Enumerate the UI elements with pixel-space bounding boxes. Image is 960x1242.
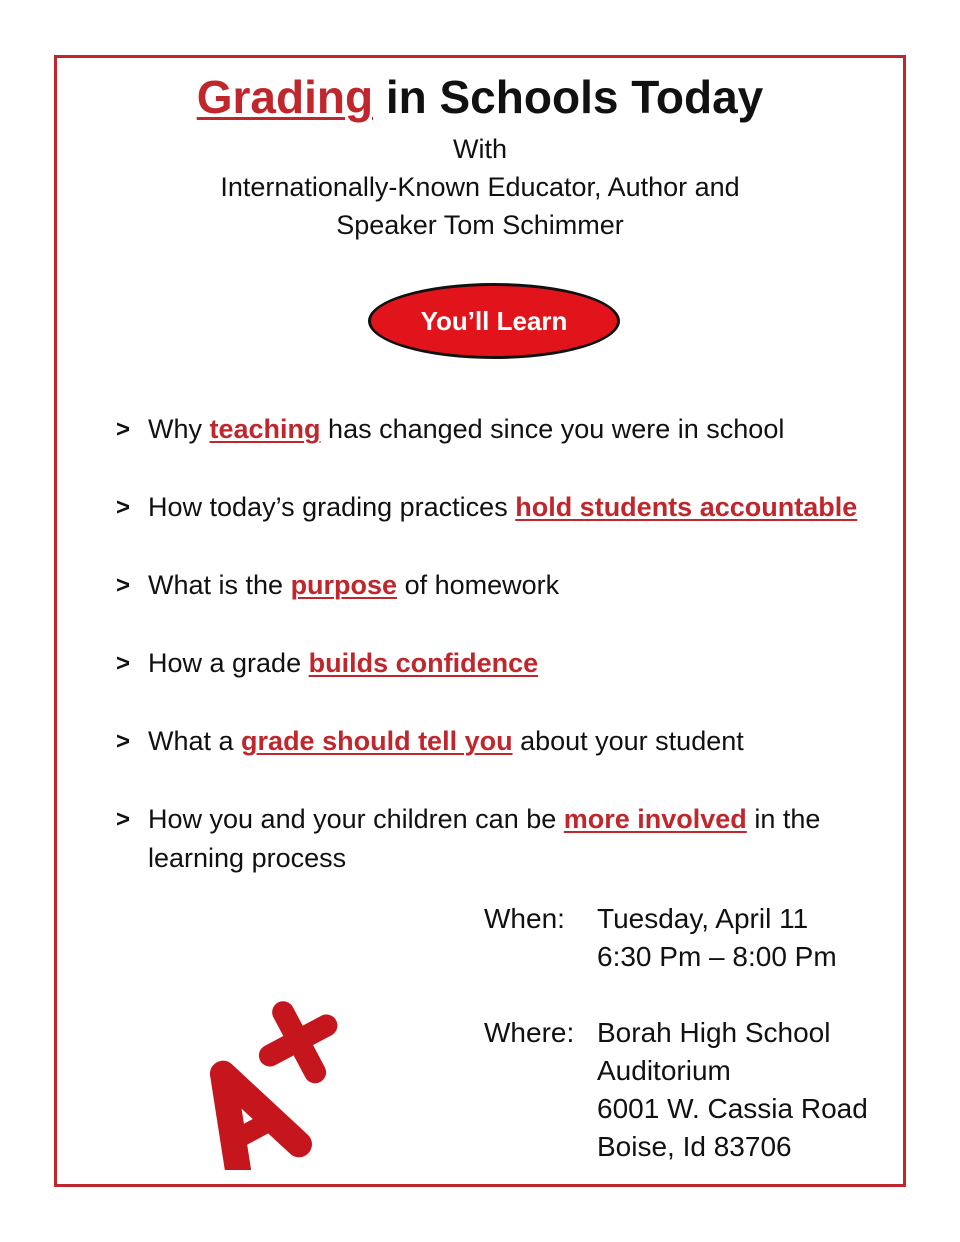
subtitle-line-1: With	[453, 134, 507, 164]
where-label: Where:	[484, 1017, 575, 1048]
item-highlight: purpose	[290, 570, 398, 600]
grade-letter-stroke	[193, 1058, 299, 1170]
event-date: Tuesday, April 11	[597, 903, 809, 934]
item-text: What is the	[148, 570, 291, 600]
item-text: How a grade	[148, 648, 309, 678]
title-rest: in Schools Today	[373, 71, 764, 123]
subtitle-line-3: Speaker Tom Schimmer	[336, 210, 624, 240]
when-row	[484, 900, 868, 976]
item-text: about your student	[512, 726, 744, 756]
list-item	[112, 488, 892, 527]
youll-learn-badge	[368, 283, 620, 359]
subtitle-line-2: Internationally-Known Educator, Author and	[220, 172, 740, 202]
learning-points-list	[112, 410, 892, 917]
venue-name: Borah High School	[597, 1017, 831, 1048]
plus-vertical	[283, 1012, 315, 1072]
event-details	[484, 900, 868, 1166]
venue-street: 6001 W. Cassia Road	[597, 1093, 868, 1124]
list-item	[112, 722, 892, 761]
chevron-right-icon: >	[116, 806, 131, 833]
item-text: What a	[148, 726, 242, 756]
item-text: has changed since you were in school	[320, 414, 785, 444]
when-label: When:	[484, 903, 565, 934]
item-text: How today’s grading practices	[148, 492, 516, 522]
item-text: How you and your children can be	[148, 804, 564, 834]
item-highlight: teaching	[209, 414, 321, 444]
chevron-right-icon: >	[116, 572, 131, 599]
item-text: in the learning process	[148, 804, 821, 873]
event-time: 6:30 Pm – 8:00 Pm	[597, 941, 837, 972]
list-item	[112, 566, 892, 605]
where-value	[597, 1014, 868, 1166]
list-item	[112, 410, 892, 449]
item-highlight: grade should tell you	[241, 726, 513, 756]
item-highlight: builds confidence	[308, 648, 539, 678]
chevron-right-icon: >	[116, 494, 131, 521]
item-text: Why	[148, 414, 210, 444]
chevron-right-icon: >	[116, 728, 131, 755]
item-highlight: hold students accountable	[515, 492, 858, 522]
item-text: of homework	[397, 570, 560, 600]
badge-label: You’ll Learn	[420, 305, 568, 336]
venue-city: Boise, Id 83706	[597, 1131, 792, 1162]
page-title	[0, 68, 960, 126]
chevron-right-icon: >	[116, 416, 131, 443]
a-plus-grade-icon	[182, 1000, 362, 1170]
where-row	[484, 1014, 868, 1166]
item-highlight: more involved	[563, 804, 747, 834]
subtitle	[0, 130, 960, 244]
venue-room: Auditorium	[597, 1055, 731, 1086]
when-value	[597, 900, 837, 976]
list-item	[112, 800, 892, 878]
title-highlight: Grading	[196, 71, 374, 123]
list-item	[112, 644, 892, 683]
chevron-right-icon: >	[116, 650, 131, 677]
